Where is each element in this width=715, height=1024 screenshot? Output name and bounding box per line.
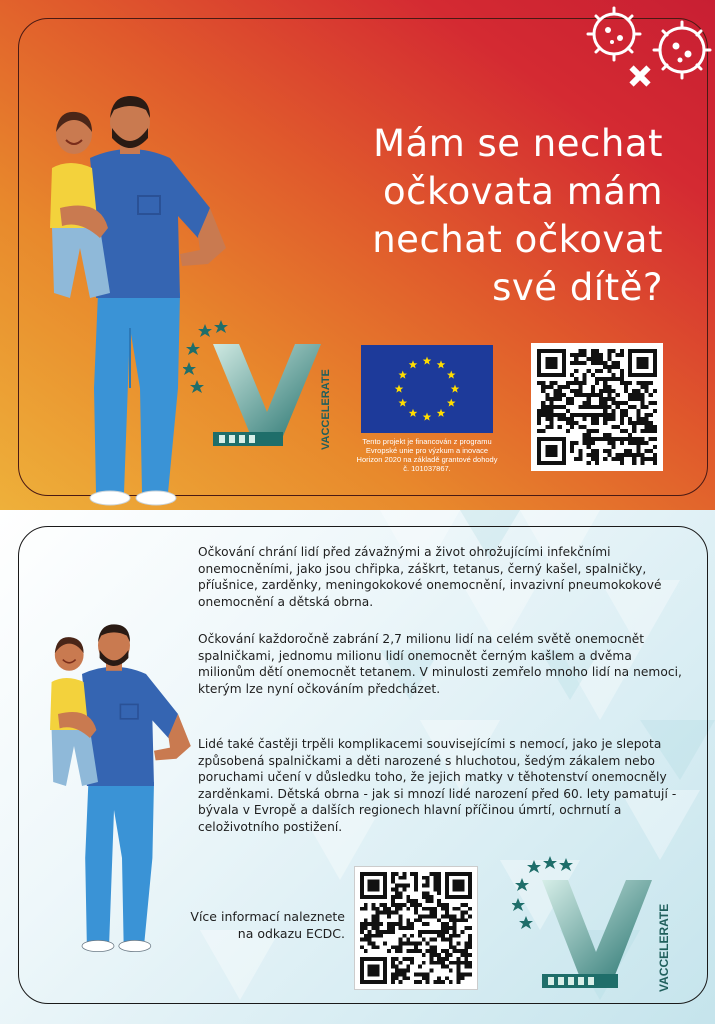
top-panel (0, 0, 715, 510)
vaccelerate-logo (512, 856, 677, 996)
eu-star-icon (398, 399, 407, 407)
plus-icon (626, 62, 654, 90)
more-info-text (150, 908, 345, 942)
eu-star-icon (423, 357, 432, 365)
eu-flag (361, 345, 493, 433)
eu-star-icon (437, 360, 446, 368)
more-info-line-1: Více informací naleznete (190, 909, 345, 924)
eu-star-icon (451, 385, 460, 393)
eu-star-icon (409, 409, 418, 417)
eu-star-icon (437, 409, 446, 417)
eu-star-icon (398, 371, 407, 379)
eu-star-icon (423, 413, 432, 421)
paragraph-complications: Lidé také častěji trpěli komplikacemi souvisejícími s nemocí, jako je slepota způsobená spalničkami a děti narozené s hluchotou, šedým zákalem nebo poruchami učení v důsledku toho, že jejich matky v těhotenství onemocněly zarděnkami. Dětská obrna - jak si mnozí lidé narození před 60. lety pamatují - bývala v Evropě a dalších regionech hlavní příčinou úmrtí, ochrnutí a celoživotního postižení. (198, 737, 677, 834)
qr-code[interactable] (531, 343, 663, 471)
logo-text: VACCELERATE (657, 903, 671, 992)
logo-text: VACCELERATE (320, 369, 332, 450)
qr-code[interactable] (354, 866, 478, 990)
headline-line-2: očkovata mám (383, 170, 663, 213)
headline-line-3: nechat očkovat (372, 218, 663, 261)
eu-star-icon (447, 371, 456, 379)
more-info-line-2[interactable]: na odkazu ECDC. (237, 926, 345, 941)
eu-star-icon (447, 399, 456, 407)
headline-line-1: Mám se nechat (373, 122, 663, 165)
vaccelerate-logo (183, 320, 338, 460)
bottom-panel (0, 510, 715, 1024)
paragraph-vaccination-statistics: Očkování každoročně zabrání 2,7 milionu lidí na celém světě onemocnět spalničkami, jednomu milionu lidí onemocnět černým kašlem a dvěma milionům dětí onemocnět tetanem. V minulosti zemřelo mnoho lidí na nemoci, kterým lze nyní očkováním předcházet. (198, 632, 682, 696)
paragraph-vaccination-protection: Očkování chrání lidí před závažnými a život ohrožujícími infekčními onemocněními, jako jsou chřipka, záškrt, tetanus, černý kašel, spalničky, příušnice, zarděnky, meningokokové onemocnění, invazivní pneumokokové onemocnění a dětská obrna. (198, 545, 662, 609)
headline (303, 120, 663, 312)
eu-star-icon (395, 385, 404, 393)
eu-star-icon (409, 360, 418, 368)
headline-line-4: své dítě? (492, 266, 663, 309)
eu-funding-caption: Tento projekt je financován z programu Evropské unie pro výzkum a inovace Horizon 2020 na základě grantové dohody č. 101037867. (356, 437, 498, 473)
